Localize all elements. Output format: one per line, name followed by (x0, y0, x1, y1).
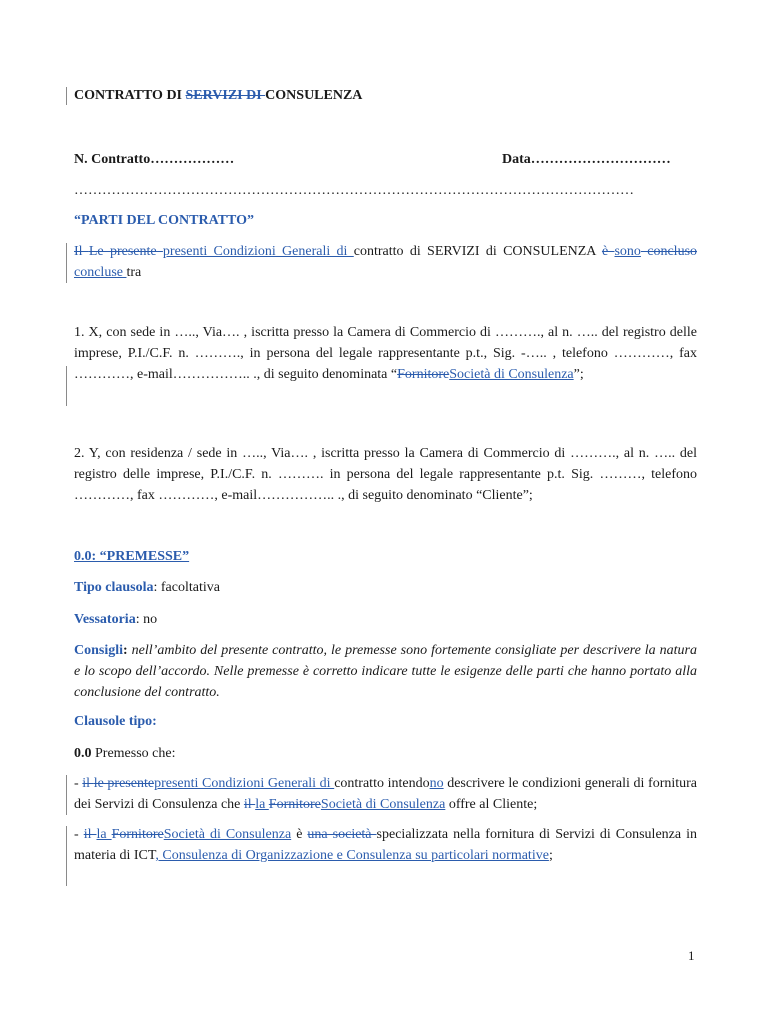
text-run: - (74, 776, 83, 791)
tipo-clausola-value: : facoltativa (153, 580, 220, 595)
deleted-text: una società (307, 827, 377, 842)
deleted-text: Fornitore (111, 827, 164, 842)
change-bar (66, 775, 67, 815)
inserted-text: la (255, 797, 269, 812)
contract-number-label: N. Contratto……………… (74, 152, 235, 167)
consigli-label: Consigli (74, 643, 124, 658)
deleted-text: le presente (93, 776, 155, 791)
text-run: contratto di SERVIZI di CONSULENZA (353, 244, 602, 259)
dotted-line: ………………………………………………………………………………………………………… (74, 183, 634, 198)
deleted-text: il (82, 776, 94, 791)
text-run: CONTRATTO DI (74, 88, 186, 103)
text-run: CONSULENZA (265, 88, 363, 103)
parti-heading: “PARTI DEL CONTRATTO” (74, 213, 254, 228)
text-run: contratto intendo (334, 776, 430, 791)
party-1-paragraph (74, 322, 697, 385)
change-bar (66, 826, 67, 886)
vessatoria-label: Vessatoria (74, 612, 136, 627)
parti-intro (74, 241, 697, 283)
deleted-text: Le presente (88, 244, 163, 259)
vessatoria-value: : no (135, 612, 158, 627)
premesse-heading: 0.0: “PREMESSE” (74, 549, 190, 564)
contract-date-label: Data………………………… (502, 152, 671, 167)
text-run: ”; (573, 367, 584, 382)
inserted-text: Società di Consulenza (320, 797, 446, 812)
text-run: descrivere le condizioni generali di fornitura dei Servizi di Consulenza che (74, 776, 698, 812)
inserted-text: presenti Condizioni Generali di (162, 244, 354, 259)
consigli-text: nell’ambito del presente contratto, le premesse sono fortemente consigliate per descrivere la natura e lo scopo dell’accordo. Nelle premesse è corretto indicare tutte le esigenze delle parti che hanno portato alla conclusione del contratto. (74, 643, 697, 700)
deleted-text: è (601, 244, 615, 259)
deleted-text: Il (74, 244, 89, 259)
inserted-text: , Consulenza di Organizzazione e Consulenza su particolari normative (155, 848, 549, 863)
text-run: - (74, 827, 84, 842)
contract-date (502, 149, 702, 170)
consigli-colon: : (123, 643, 132, 658)
text-run: è (291, 827, 308, 842)
inserted-text: sono (614, 244, 641, 259)
text-run: 1. X, con sede in ….., Via…. , iscritta presso la Camera di Commercio di ………., al n. ….. del registro delle imprese, P.I./C.F. n. ………., in persona del legale rappresentante p.t., Sig. -….. , telefono …………, fax …………, e-mail…………….. ., di seguito denominata “ (74, 325, 697, 382)
text-run: specializzata nella fornitura di Servizi di Consulenza in materia di ICT (74, 827, 697, 863)
text-run: ; (548, 848, 553, 863)
premessa-bullet-2 (74, 824, 697, 866)
party-2-paragraph: 2. Y, con residenza / sede in ….., Via…. , iscritta presso la Camera di Commercio di ………., al n. ….. del registro delle imprese, P.I./C.F. n. ………. in persona del legale rappresentante p.t. Sig. ………, telefono …………, fax …………, e-mail…………….. ., di seguito denominato “Cliente”; (74, 446, 697, 503)
inserted-text: Società di Consulenza (449, 367, 574, 382)
deleted-text: Fornitore (397, 367, 450, 382)
deleted-text: concluso (640, 244, 698, 259)
premesso-number: 0.0 (74, 746, 92, 761)
inserted-text: concluse (74, 265, 127, 280)
change-bar (66, 87, 67, 105)
document-title (74, 85, 697, 106)
inserted-text: presenti Condizioni Generali di (154, 776, 335, 791)
page-number: 1 (688, 948, 695, 963)
premesso-text: Premesso che: (91, 746, 176, 761)
clausole-tipo-heading: Clausole tipo: (74, 714, 157, 729)
vessatoria (74, 609, 697, 630)
deleted-text: il (243, 797, 256, 812)
change-bar (66, 366, 67, 406)
inserted-text: no (429, 776, 444, 791)
inserted-text: Società di Consulenza (163, 827, 292, 842)
deleted-text: il (83, 827, 97, 842)
change-bar (66, 243, 67, 283)
text-run: offre al Cliente; (445, 797, 538, 812)
text-run: tra (126, 265, 142, 280)
premesso-line (74, 743, 697, 764)
premessa-bullet-1 (74, 773, 697, 815)
consigli-paragraph (74, 640, 697, 703)
tipo-clausola-label: Tipo clausola (74, 580, 154, 595)
deleted-text: Fornitore (268, 797, 321, 812)
tipo-clausola (74, 577, 697, 598)
inserted-text: la (96, 827, 112, 842)
deleted-text: SERVIZI DI (185, 88, 266, 103)
